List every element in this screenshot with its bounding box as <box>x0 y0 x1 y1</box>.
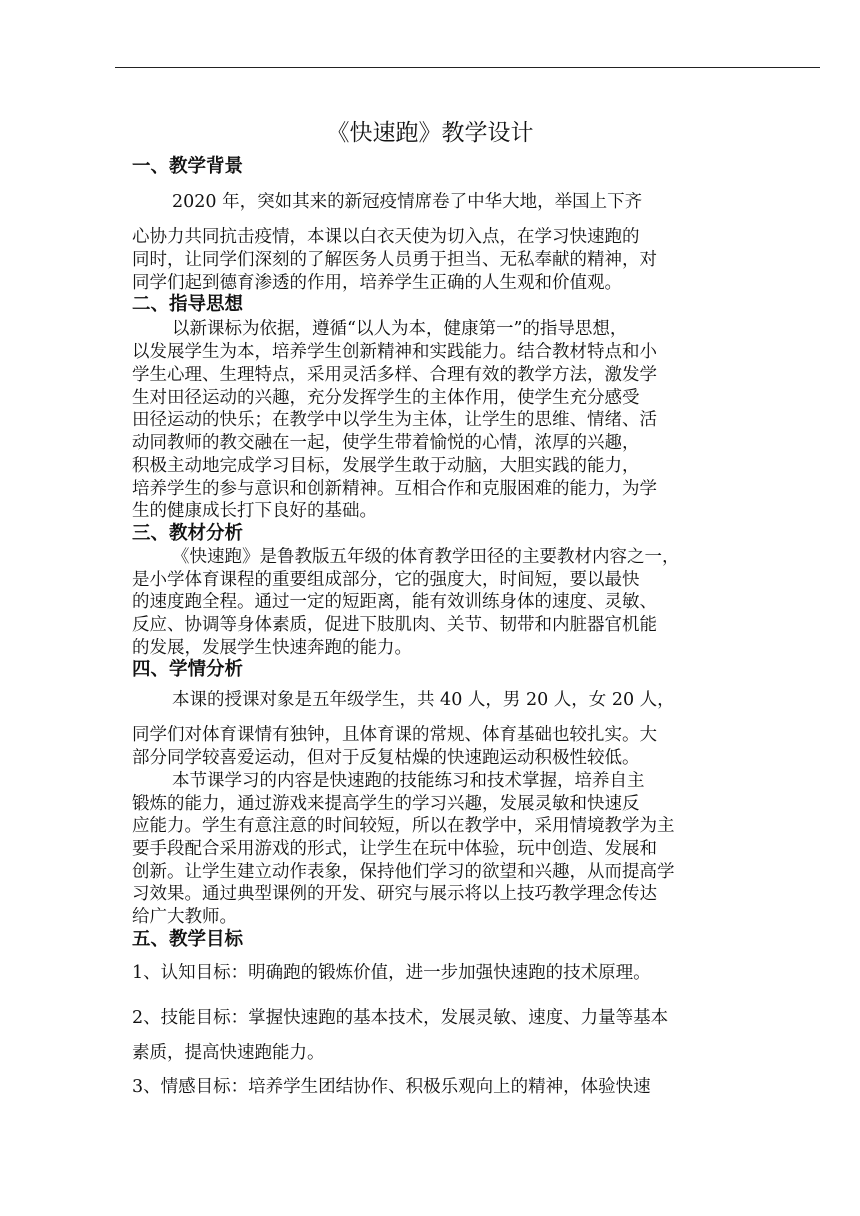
paragraph-line: 习效果。通过典型课例的开发、研究与展示将以上技巧教学理念传达 <box>132 884 657 904</box>
paragraph-line: 田径运动的快乐；在教学中以学生为主体，让学生的思维、情绪、活 <box>132 410 657 430</box>
paragraph-line: 部分同学较喜爱运动，但对于反复枯燥的快速跑运动积极性较低。 <box>132 748 640 768</box>
paragraph-line: 培养学生的参与意识和创新精神。互相合作和克服困难的能力，为学 <box>132 479 657 499</box>
paragraph-line: 2020 年，突如其来的新冠疫情席卷了中华大地，举国上下齐 <box>172 192 643 212</box>
paragraph-line: 给广大教师。 <box>132 907 237 927</box>
document-title: 《快速跑》教学设计 <box>326 120 534 146</box>
paragraph-line: 《快速跑》是鲁教版五年级的体育教学田径的主要教材内容之一， <box>172 547 680 567</box>
paragraph-line: 要手段配合采用游戏的形式，让学生在玩中体验，玩中创造、发展和 <box>132 839 657 859</box>
paragraph-line: 创新。让学生建立动作表象，保持他们学习的欲望和兴趣，从而提高学 <box>132 862 675 882</box>
paragraph-line: 本节课学习的内容是快速跑的技能练习和技术掌握，培养自主 <box>172 771 645 791</box>
paragraph-line: 本课的授课对象是五年级学生，共 40 人，男 20 人，女 20 人， <box>172 690 675 710</box>
goal-item: 1、认知目标：明确跑的锻炼价值，进一步加强快速跑的技术原理。 <box>132 963 651 983</box>
paragraph-line: 应能力。学生有意注意的时间较短，所以在教学中，采用情境教学为主 <box>132 816 675 836</box>
heading-student-analysis: 四、学情分析 <box>132 659 244 680</box>
paragraph-line: 同学们对体育课情有独钟，且体育课的常规、体育基础也较扎实。大 <box>132 725 657 745</box>
paragraph-line: 积极主动地完成学习目标，发展学生敢于动脑，大胆实践的能力， <box>132 456 640 476</box>
paragraph-line: 锻炼的能力，通过游戏来提高学生的学习兴趣，发展灵敏和快速反 <box>132 794 640 814</box>
paragraph-line: 以新课标为依据，遵循“以人为本，健康第一”的指导思想， <box>172 319 628 339</box>
heading-teaching-goals: 五、教学目标 <box>132 929 244 950</box>
heading-material-analysis: 三、教材分析 <box>132 523 244 544</box>
paragraph-line: 同时，让同学们深刻的了解医务人员勇于担当、无私奉献的精神，对 <box>132 250 657 270</box>
goal-item: 3、情感目标：培养学生团结协作、积极乐观向上的精神，体验快速 <box>132 1077 651 1097</box>
paragraph-line: 生对田径运动的兴趣，充分发挥学生的主体作用，使学生充分感受 <box>132 388 640 408</box>
paragraph-line: 以发展学生为本，培养学生创新精神和实践能力。结合教材特点和小 <box>132 342 657 362</box>
paragraph-line: 的速度跑全程。通过一定的短距离，能有效训练身体的速度、灵敏、 <box>132 592 657 612</box>
paragraph-line: 反应、协调等身体素质，促进下肢肌肉、关节、韧带和内脏器官机能 <box>132 615 657 635</box>
paragraph-line: 的发展，发展学生快速奔跑的能力。 <box>132 638 412 658</box>
paragraph-line: 动同教师的教交融在一起，使学生带着愉悦的心情，浓厚的兴趣， <box>132 433 640 453</box>
goal-item-continuation: 素质，提高快速跑能力。 <box>132 1043 325 1063</box>
goal-item: 2、技能目标：掌握快速跑的基本技术，发展灵敏、速度、力量等基本 <box>132 1008 669 1028</box>
paragraph-line: 同学们起到德育渗透的作用，培养学生正确的人生观和价值观。 <box>132 273 622 293</box>
paragraph-line: 心协力共同抗击疫情，本课以白衣天使为切入点，在学习快速跑的 <box>132 227 640 247</box>
paragraph-line: 是小学体育课程的重要组成部分，它的强度大，时间短，要以最快 <box>132 570 640 590</box>
header-rule <box>115 67 820 68</box>
heading-background: 一、教学背景 <box>132 156 244 177</box>
paragraph-line: 生的健康成长打下良好的基础。 <box>132 501 377 521</box>
heading-guiding-ideas: 二、指导思想 <box>132 294 244 315</box>
paragraph-line: 学生心理、生理特点，采用灵活多样、合理有效的教学方法，激发学 <box>132 365 657 385</box>
